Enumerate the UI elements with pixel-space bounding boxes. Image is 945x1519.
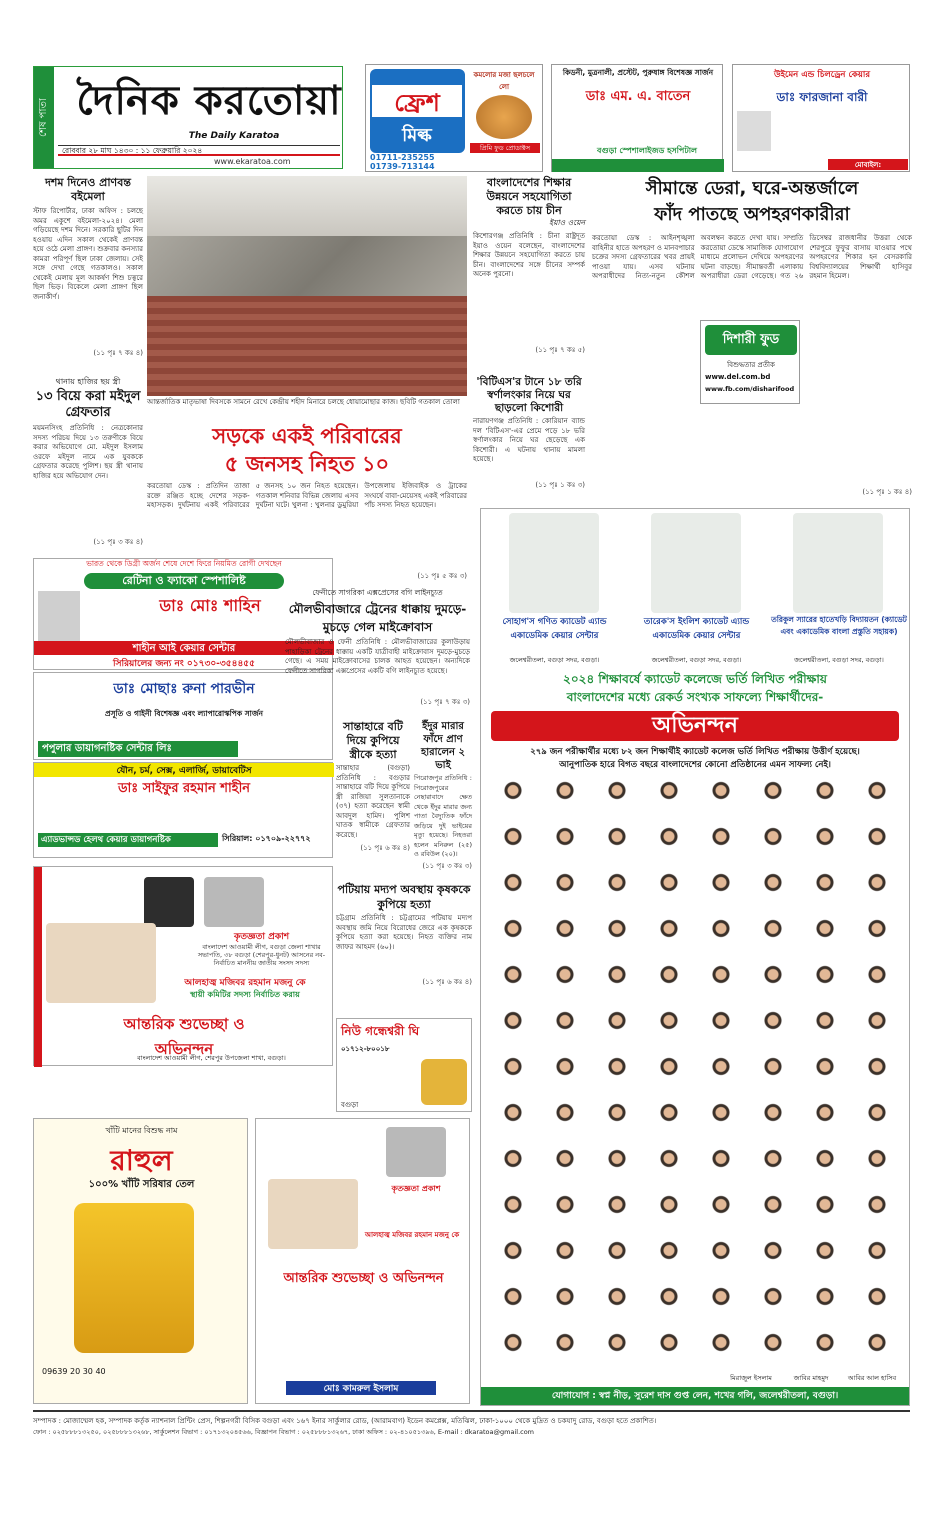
story-bts-body: নারায়ণগঞ্জ প্রতিনিধি : কোরিয়ান ব্যান্ড দল 'বিটিএস'-এর প্রেমে পড়ে ১৮ ভরি স্বর্ণালংকার নিয়ে ঘর ছেড়েছে এক কিশোরী। এ ঘটনায় থানায় মামলা হয়েছে। — [473, 417, 585, 463]
ad-fresh-milk — [365, 64, 543, 172]
ad-baten-specialty: কিডনী, মুত্রনালী, প্রস্টেট, পুরুষাঙ্গ বিশেষজ্ঞ সার্জন — [562, 68, 714, 77]
story-bts — [473, 376, 585, 508]
story-china-author: ইয়াও ওয়েন — [549, 218, 585, 227]
ad-fresh-biscuit-text: কমলোর মজা ছলচলে লো — [473, 71, 535, 91]
ad-greeting-1-title: কৃতজ্ঞতা প্রকাশ — [233, 932, 290, 942]
ad-retina-line2: রেটিনা ও ফ্যাকো স্পেশালিষ্ট — [84, 573, 284, 589]
story-microbus — [285, 588, 470, 718]
story-idur — [414, 720, 472, 880]
story-bts-continue: (১১ পৃঃ ১ কঃ ৩) — [535, 481, 585, 489]
story-santahar-continue: (১১ পৃঃ ৬ কঃ ৪) — [360, 844, 410, 852]
ad-retina-phone: সিরিয়ালের জন্য নং ০১৭৩০-৩৫৪৪৫৫ — [113, 659, 255, 669]
ad-greeting-1-body: বাংলাদেশ আওয়ামী লীগ, বগুড়া জেলা শাখার সভাপতি, ৩৮ বগুড়া (শেরপুর-ধুনট) আসনের নব-নির্বাচিত মাননীয় জাতীয় সংসদ সদস্য — [197, 943, 326, 967]
story-moidul-continue: (১১ পৃঃ ৩ কঃ ৪) — [93, 538, 143, 546]
ad-runa-name: ডাঃ মোছাঃ রুনা পারভীন — [113, 681, 255, 697]
masthead-title: দৈনিক করতোয়া — [76, 78, 342, 124]
story-idur-body: পিরোজপুর প্রতিনিধি : পিরোজপুরের নেছারাবাদে ক্ষেত থেকে ইঁদুর মারার জন্য পাতা বৈদ্যুতিক ফাঁদে জড়িয়ে দুই ভাইয়ের মৃত্যু হয়েছে। নিহতরা হলেন মনিরুল (২৫) ও রবিউল (২০)। — [414, 774, 472, 858]
coaching-headline-2: বাংলাদেশের মধ্যে রেকর্ড সংখ্যক সাফল্যে শিক্ষার্থীদের- — [566, 690, 824, 704]
story-china-continue: (১১ পৃঃ ৭ কঃ ৫) — [535, 346, 585, 354]
story-boimela-body: স্টাফ রিপোর্টার, ঢাকা অফিস : চলছে অমর একুশে বইমেলা-২০২৪। মেলা গড়িয়েছে দশম দিনে। সরকারি ছুটির দিন হওয়ায় এদিন সকাল থেকেই প্রাণবন্ত হয়ে ওঠে মেলা প্রাঙ্গণ। শুক্রবার কনস্যার কামরা পরিপূর্ণ ছিল ঢাকা জেলায়। সেই সঙ্গে দেখা গেছে গতকালও। সকাল থেকেই মেলায় মূল আকর্ষণ শিশু চত্বরে ছিল ভিড়। বিকেলে মেলা প্রাঙ্গণ ছিল জনাকীর্ণ। — [33, 207, 143, 301]
ad-greeting-1-congrats: আন্তরিক শুভেচ্ছা ও অভিনন্দন — [123, 1015, 245, 1058]
masthead — [33, 66, 343, 169]
biscuit-icon — [476, 95, 532, 139]
ad-dishari-tag: বিশুদ্ধতার প্রতীক — [727, 361, 775, 369]
ad-greeting-2-pm-photo — [386, 1127, 446, 1177]
ad-rahul-tag: খাঁটি মানের বিশুদ্ধ নাম — [105, 1126, 178, 1135]
story-boimela-headline: দশম দিনেও প্রাণবন্ত বইমেলা — [45, 176, 131, 203]
ad-greeting-1-sub: স্থায়ী কমিটির সদস্য নির্বাচিত করায় — [190, 990, 300, 999]
ad-retina-center: শাহীন আই কেয়ার সেন্টার — [34, 641, 334, 655]
ad-baten-hospital: বগুড়া স্পেশালাইজড হসপিটাল — [597, 146, 697, 155]
ad-retina-line1: ভারত থেকে ডিগ্রী অর্জন শেষে দেশে ফিরে নিয়মিত রোগী দেখছেন — [86, 559, 282, 568]
ad-saiful-phone: সিরিয়াল: ০১৭০৯-২২৭৭২ — [222, 834, 311, 843]
ad-retina-photo — [38, 591, 80, 641]
ad-fresh-company: প্রিমি ফুড প্রোডাক্টস — [470, 143, 540, 153]
ad-farzana-heading: উইমেন এন্ড চিলড্রেন কেয়ার — [774, 70, 870, 80]
coaching-1-address: জলেশ্বরীতলা, বগুড়া সদর, বগুড়া। — [509, 656, 600, 664]
story-accident-headline-1: সড়কে একই পরিবারের — [212, 424, 402, 448]
story-patiya-continue: (১১ পৃঃ ৬ কঃ ৪) — [422, 978, 472, 986]
coaching-result-1: ২৭৯ জন পরীক্ষার্থীর মধ্যে ৮২ জন শিক্ষার্থীই ক্যাডেট কলেজ ভর্তি লিখিত পরীক্ষায় উত্তীর্ণ হয়েছে। — [530, 747, 860, 757]
ad-doctor-farzana — [732, 64, 910, 181]
coaching-headline-1: ২০২৪ শিক্ষাবর্ষে ক্যাডেট কলেজে ভর্তি লিখিত পরীক্ষায় — [563, 672, 827, 686]
ad-greeting-1-leader-photo — [144, 877, 194, 927]
story-boimela-continue: (১১ পৃঃ ৭ কঃ ৪) — [93, 349, 143, 357]
ad-ghee-phone: ০১৭১২-৮০০১৮ — [341, 1045, 390, 1053]
ad-rahul-phone: 09639 20 30 40 — [42, 1367, 106, 1376]
ad-fresh-phone-2: 01739-713144 — [370, 162, 435, 171]
story-border-body: করতোয়া ডেস্ক : আইনশৃঙ্খলা বাহিনীর হাতে অপহরণ ও মানবপাচার চক্রের সদস্য গ্রেফতারের খবর প্রায়ই পাওয়া যায়। এসব ঘটনায় অপরাধীদের নিত্য-নতুন কৌশল অবলম্বন করতে দেখা যায়। সম্প্রতি করতোয়া ডেস্কে সামাজিক যোগাযোগ মাধ্যমে প্রলোভন দেখিয়ে অপহরণের ঘটনা বাড়ছে। সীমান্তবর্তী এলাকায় অপরাধীরা ডেরা গেড়েছে। গত ২৬ ডিসেম্বর রাজধানীর উত্তরা থেকে শেরপুরে ফুফুর বাসায় যাওয়ার পথে অপহরণের শিকার হন বেসরকারি বিশ্ববিদ্যালয়ের শিক্ষার্থী হাসিবুর রহমান হিমেল। — [592, 234, 912, 280]
ad-coaching — [480, 508, 910, 1406]
story-china-headline: বাংলাদেশের শিক্ষার উন্নয়নে সহযোগিতা করতে চায় চীন — [486, 176, 572, 217]
story-santahar — [336, 720, 410, 880]
ad-saiful-name: ডাঃ সাইফুর রহমান শাহীন — [117, 781, 251, 796]
teacher-photo-3 — [793, 513, 883, 613]
student-name-b: জাবির মাহমুদ — [793, 1374, 829, 1382]
ad-saiful — [33, 762, 333, 858]
ad-fresh-sub: মিল্ক — [402, 125, 432, 146]
ad-farzana-photo — [737, 111, 771, 151]
ad-greeting-1-mp-photo — [46, 923, 156, 1003]
footer-line-2: ফোন : ০২৫৮৮৮১৩২৫০, ০২৫৮৮৮১৩২৬৮, সার্কুলেশন বিভাগ : ০১৭১৩২০৪৫৬৬, বিজ্ঞাপন বিভাগ : ০২৫৮৮৮১৩২৬৭, ঢাকা অফিস : ০২-৪১০৫১৩৯৬, E-mail : dkaratoa@gmail.com — [33, 1428, 535, 1436]
story-border-headline-1: সীমান্তে ডেরা, ঘরে-অন্তর্জালে — [645, 178, 859, 199]
ad-rahul-brand: রাহুল — [110, 1144, 173, 1177]
story-moidul-kicker: থানায় হাজির ছয় স্ত্রী — [55, 377, 121, 386]
ad-ghee-address: বগুড়া — [341, 1101, 359, 1109]
story-china-body: কিশোরগঞ্জ প্রতিনিধি : চীনা রাষ্ট্রদূত ইয়াও ওয়েন বলেছেন, বাংলাদেশের শিক্ষার উন্নয়নে সহযোগিতা করতে চায় চীন। বাংলাদেশের সঙ্গে চীনের সম্পর্ক অনেক পুরনো। — [473, 232, 585, 278]
photo-shaheed-minar — [147, 176, 467, 396]
photo-stairs — [147, 296, 467, 396]
story-moidul — [33, 376, 143, 556]
ad-greeting-2-by: মোঃ কামরুল ইসলাম — [286, 1381, 436, 1395]
ad-greeting-2 — [255, 1118, 470, 1404]
story-microbus-headline: মৌলভীবাজারে ট্রেনের ধাক্কায় দুমড়ে-মুচড়ে গেল মাইক্রোবাস — [288, 602, 467, 634]
story-border-headline-2: ফাঁদ পাতছে অপহরণকারীরা — [654, 204, 850, 225]
ad-retina-name: ডাঃ মোঃ শাহিন — [159, 596, 261, 615]
story-accident-headline-2: ৫ জনসহ নিহত ১০ — [224, 452, 390, 476]
footer — [33, 1410, 910, 1460]
ad-ghee — [336, 1018, 472, 1112]
masthead-date: রোববার ২৮ মাঘ ১৪৩০ : ১১ ফেব্রুয়ারি ২০২৪ — [58, 145, 340, 156]
coaching-contact: যোগাযোগ : স্বপ্ন নীড়, সুরেশ দাস গুপ্ত লেন, শখের গলি, জলেশ্বরীতলা, বগুড়া। — [481, 1387, 909, 1405]
masthead-url[interactable]: www.ekaratoa.com — [214, 157, 291, 166]
ad-greeting-1-name: আলহাজ্ব মজিবর রহমান মজনু কে — [184, 978, 306, 988]
story-idur-headline: ইঁদুর মারার ফাঁদে প্রাণ হারালেন ২ ভাই — [421, 721, 465, 771]
photo-caption: আন্তর্জাতিক মাতৃভাষা দিবসকে সামনে রেখে কেন্দ্রীয় শহীদ মিনারে চলছে ধোয়ামোছার কাজ। ছবিটি গতকাল তোলা — [147, 398, 460, 406]
ad-dishari — [700, 320, 800, 404]
ad-rahul — [33, 1118, 248, 1404]
story-patiya-body: চট্টগ্রাম প্রতিনিধি : চট্টগ্রামের পটিয়ায় মদ্যপ অবস্থায় জমি নিয়ে বিরোধের জেরে এক কৃষককে কুপিয়ে হত্যা করা হয়েছে। নিহত ব্যক্তির নাম জাফর আহমদ (৬০)। — [336, 914, 472, 951]
story-border-continue: (১১ পৃঃ ১ কঃ ৪) — [862, 488, 912, 496]
ad-greeting-1-pm-photo — [204, 877, 264, 927]
coaching-2-name: তারেক'স ইংলিশ ক্যাডেট এ্যান্ড একাডেমিক কেয়ার সেন্টার — [643, 617, 750, 641]
ad-greeting-1-red-bar — [34, 867, 42, 1067]
story-china — [473, 176, 585, 372]
ad-saiful-center: এ্যাডভান্সড হেলথ কেয়ার ডায়াগনষ্টিক — [38, 833, 218, 847]
student-name-c: আবির আল হাসিব — [847, 1374, 897, 1382]
ad-greeting-2-mp-photo — [268, 1179, 358, 1249]
story-boimela — [33, 176, 143, 372]
story-bts-headline: 'বিটিএস'র টানে ১৮ তরি স্বর্ণালংকার নিয়ে ঘর ছাড়লো কিশোরী — [476, 376, 582, 414]
coaching-banner: অভিনন্দন — [491, 711, 899, 741]
coaching-result-2: আনুপাতিক হারে বিগত বছরে বাংলাদেশের কোনো প্রতিষ্ঠানের এমন সাফল্য নেই। — [559, 760, 831, 770]
story-moidul-headline: ১৩ বিয়ে করা মইদুল গ্রেফতার — [35, 389, 141, 420]
story-microbus-kicker: ফেনীতে সাগরিকা এক্সপ্রেসের বগি লাইনচ্যুত — [312, 588, 443, 597]
story-santahar-headline: সান্তাহারে বটি দিয়ে কুপিয়ে স্ত্রীকে হত্যা — [343, 720, 403, 761]
masthead-subtitle: The Daily Karatoa — [188, 131, 280, 141]
ad-ghee-brand: নিউ গন্ধেশ্বরী ঘি — [341, 1024, 420, 1038]
coaching-1-name: সোহাগ'স গণিত ক্যাডেট এ্যান্ড একাডেমিক কেয়ার সেন্টার — [502, 617, 607, 641]
coaching-3-name: তরিকুল স্যারের হাতেখড়ি বিদ্যায়তন (ক্যাডেট এবং একাডেমিক বাংলা প্রস্তুতি সহায়ক) — [771, 615, 907, 636]
ad-runa-center: পপুলার ডায়াগনষ্টিক সেন্টার লিঃ — [38, 741, 238, 757]
ad-fresh-phone-1: 01711-235255 — [370, 153, 435, 162]
ad-dishari-web[interactable]: www.del.com.bd — [705, 373, 771, 381]
ghee-jar-icon — [421, 1059, 467, 1105]
student-photo-grid — [487, 773, 903, 1373]
story-patiya-headline: পটিয়ায় মদ্যপ অবস্থায় কৃষককে কুপিয়ে হত্যা — [337, 883, 471, 911]
ad-greeting-1 — [33, 866, 333, 1066]
ad-baten-name: ডাঃ এম. এ. বাতেন — [585, 89, 691, 104]
story-microbus-continue: (১১ পৃঃ ৭ কঃ ৩) — [420, 698, 470, 706]
story-patiya — [336, 882, 472, 1012]
ad-dishari-fb[interactable]: www.fb.com/disharifood — [705, 385, 795, 393]
photo-sky — [147, 176, 467, 236]
story-moidul-body: ময়মনসিংহ প্রতিনিধি : নেত্রকোনার সদস্য পরিচয় দিয়ে ১৩ তরুণীকে বিয়ে করার অভিযোগে মো. মইদুল ইসলাম ওরফে মইদুল নামে এক যুবককে গ্রেফতার করেছে পুলিশ। ছয় স্ত্রী থানায় হাজির হয়ে অভিযোগ দেন। — [33, 424, 143, 480]
footer-line-1: সম্পাদক : মোজাম্মেল হক, সম্পাদক কর্তৃক ন্যাশনাল প্রিন্টিং প্রেস, শিল্পনগরী বিসিক বগুড়া এবং ১৬৭ ইনার সার্কুলার রোড, (আরামবাগ) ইডেন কমপ্লেক্স, মতিঝিল, ঢাকা-১০০০ থেকে মুদ্রিত ও চকযাদু রোড, বগুড়া হতে প্রকাশিত। — [33, 1417, 657, 1425]
teacher-photo-2 — [651, 513, 741, 613]
ad-farzana-phone: মোবাইল: ০১৭৮৬-৭৯০১৭৬ — [828, 159, 908, 170]
story-microbus-body: মৌলভীবাজার ও ফেনী প্রতিনিধি : মৌলভীবাজারের কুলাউড়ায় পাহাড়িকা ট্রেনের ধাক্কায় একটি যাত্রীবাহী মাইক্রোবাস দুমড়ে-মুচড়ে গেছে। এ সময় মাইক্রোবাসের চালক আহত হয়েছেন। অন্যদিকে ফেনীতে সাগরিকা এক্সপ্রেসের একটি বগি লাইনচ্যুত হয়েছে। — [285, 638, 470, 675]
masthead-side-label: শেষ পাতা — [34, 67, 54, 168]
ad-greeting-1-by: বাংলাদেশ আওয়ামী লীগ, শেরপুর উপজেলা শাখা, বগুড়া। — [137, 1054, 286, 1062]
ad-rahul-sub: ১০০% খাঁটি সরিষার তেল — [88, 1179, 195, 1190]
ad-dishari-logo: দিশারী ফুড — [705, 325, 797, 355]
ad-saiful-line1: যৌন, চর্ম, সেক্স, এলার্জি, ডায়াবেটিস — [34, 763, 334, 777]
story-idur-continue: (১১ পৃঃ ৩ কঃ ৩) — [422, 862, 472, 870]
teacher-photo-1 — [509, 513, 599, 613]
ad-greeting-2-name: আলহাজ্ব মজিবর রহমান মজনু কে — [364, 1231, 460, 1239]
story-accident-continue: (১১ পৃঃ ৫ কঃ ৩) — [417, 572, 467, 580]
ad-baten-green-bar — [552, 159, 724, 172]
story-santahar-body: সান্তাহার (বগুড়া) প্রতিনিধি : বগুড়ার সান্তাহারে বটি দিয়ে কুপিয়ে স্ত্রী রাজিয়া সুলতানাকে (৩৭) হত্যা করেছেন স্বামী আবদুল হামিদ। পুলিশ ঘাতক স্বামীকে গ্রেফতার করেছে। — [336, 764, 410, 839]
coaching-3-address: জলেশ্বরীতলা, বগুড়া সদর, বগুড়া। — [794, 656, 884, 664]
story-accident-body: করতোয়া ডেস্ক : প্রতিদিন তাজা রক্তে রঞ্জিত হচ্ছে দেশের সড়ক-মহাসড়ক। দুর্ঘটনায় একই পরিবারের ৫ জনসহ ১০ জন নিহত হয়েছেন। গতকাল শনিবার বিভিন্ন জেলায় এসব দুর্ঘটনা ঘটে। খুলনা : খুলনার ডুমুরিয়া উপজেলায় ইজিবাইক ও ট্রাকের সংঘর্ষে বাবা-মেয়েসহ একই পরিবারের পাঁচ সদস্য নিহত হয়েছেন। — [147, 482, 467, 509]
oil-bottle-icon — [74, 1203, 194, 1353]
ad-farzana-name: ডাঃ ফারজানা বারী — [776, 90, 868, 104]
student-name-a: মিরাজুল ইসলাম — [730, 1374, 772, 1382]
ad-greeting-2-congrats: আন্তরিক শুভেচ্ছা ও অভিনন্দন — [283, 1271, 444, 1286]
ad-doctor-baten — [551, 64, 723, 172]
ad-runa-spec: প্রসূতি ও গাইনী বিশেষজ্ঞ এবং ল্যাপারোস্কপিক সার্জন — [104, 709, 264, 718]
coaching-2-address: জলেশ্বরীতলা, বগুড়া সদর, বগুড়া। — [651, 656, 742, 664]
ad-greeting-2-title: কৃতজ্ঞতা প্রকাশ — [391, 1184, 441, 1193]
ad-fresh-brand: ফ্রেশ — [372, 85, 462, 117]
